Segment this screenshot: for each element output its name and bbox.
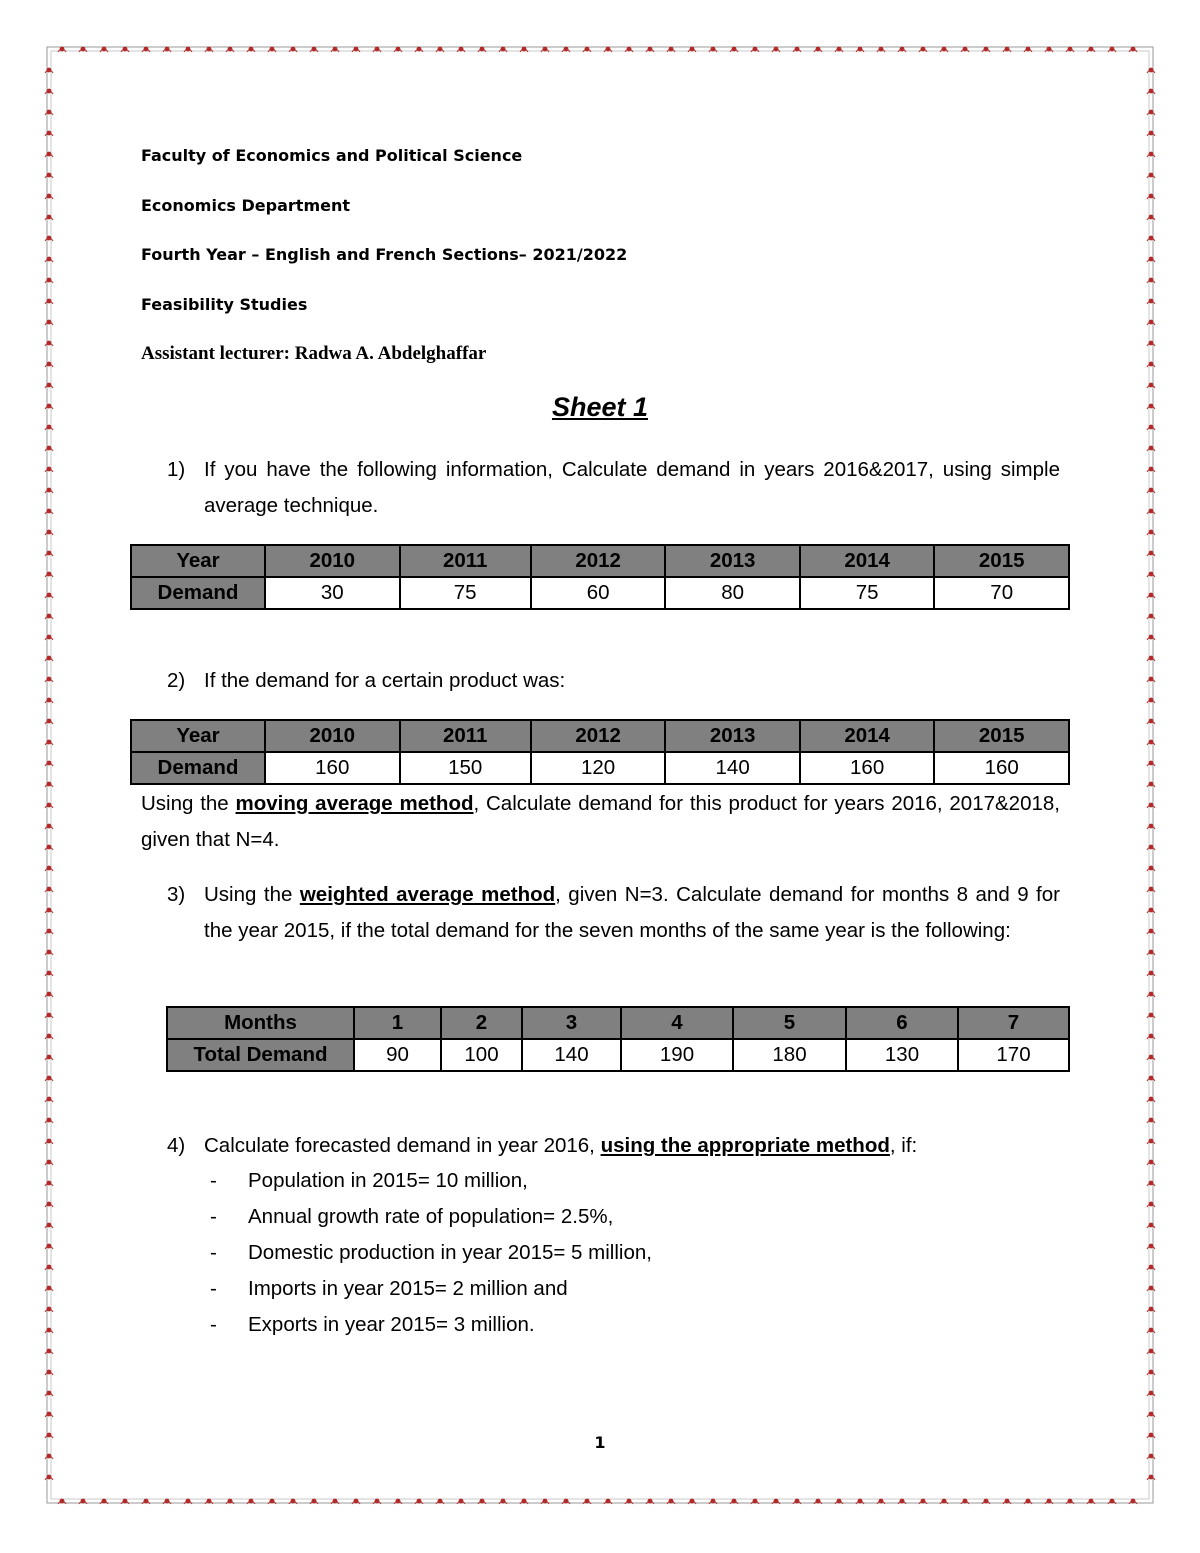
border-ornament <box>1147 1328 1155 1333</box>
faculty-name: Faculty of Economics and Political Science <box>141 146 523 165</box>
question-3 <box>167 877 1060 949</box>
border-ornament <box>45 89 53 94</box>
sheet-title: Sheet 1 <box>551 392 649 422</box>
question-4 <box>167 1128 1060 1164</box>
border-ornament <box>1147 761 1155 766</box>
border-ornament <box>1147 152 1155 157</box>
border-ornament <box>1147 173 1155 178</box>
table-cell: 60 <box>531 577 666 609</box>
table-cell: 170 <box>958 1039 1069 1071</box>
question-2-instruction-pre: Using the <box>141 792 236 815</box>
border-ornament <box>1147 698 1155 703</box>
table-cell: 140 <box>665 752 800 784</box>
list-item-text: Annual growth rate of population= 2.5%, <box>248 1205 614 1228</box>
list-item <box>210 1271 652 1307</box>
moving-average-method: moving average method <box>235 792 474 815</box>
table-header-cell: 2011 <box>400 545 531 577</box>
border-ornament <box>45 803 53 808</box>
border-ornament <box>1147 1370 1155 1375</box>
table-cell: 160 <box>800 752 935 784</box>
question-2 <box>167 663 1060 699</box>
list-item-text: Population in 2015= 10 million, <box>248 1169 528 1192</box>
border-ornament <box>45 593 53 598</box>
question-4-text-post: , if: <box>889 1134 918 1157</box>
border-ornament <box>1147 929 1155 934</box>
list-item-text: Domestic production in year 2015= 5 million, <box>248 1241 652 1264</box>
table-header-cell: 2015 <box>934 545 1069 577</box>
border-ornament <box>1147 572 1155 577</box>
border-ornament <box>45 551 53 556</box>
border-ornament <box>45 1412 53 1417</box>
question-4-text-pre: Calculate forecasted demand in year 2016, <box>204 1134 601 1157</box>
course-name: Feasibility Studies <box>141 295 308 314</box>
border-ornament <box>1147 236 1155 241</box>
border-ornament <box>45 656 53 661</box>
year-sections: Fourth Year – English and French Sections– 2021/2022 <box>141 245 628 264</box>
border-ornament <box>45 131 53 136</box>
border-ornament <box>1147 425 1155 430</box>
border-ornament <box>45 1370 53 1375</box>
border-ornament <box>45 572 53 577</box>
border-ornament <box>1147 1097 1155 1102</box>
border-ornament <box>1147 908 1155 913</box>
border-ornament <box>45 908 53 913</box>
table-row <box>131 545 1069 577</box>
border-ornament <box>45 635 53 640</box>
table-row <box>131 720 1069 752</box>
table-q3 <box>166 1006 1070 1072</box>
border-ornament <box>45 467 53 472</box>
border-ornament <box>1147 866 1155 871</box>
table-header-cell: 2013 <box>665 545 800 577</box>
bullet-dash: - <box>210 1169 217 1192</box>
border-ornament <box>45 383 53 388</box>
border-ornament <box>45 1307 53 1312</box>
border-ornament <box>45 1034 53 1039</box>
table-row <box>131 577 1069 609</box>
table-header-cell: 2014 <box>800 720 935 752</box>
border-ornament <box>45 1223 53 1228</box>
border-ornament <box>1147 656 1155 661</box>
border-ornament <box>45 1118 53 1123</box>
border-ornament <box>45 173 53 178</box>
table-row <box>167 1007 1069 1039</box>
border-ornament <box>1147 782 1155 787</box>
border-ornament <box>45 530 53 535</box>
question-4-bullet-list <box>210 1163 652 1343</box>
question-1-number: 1) <box>167 458 186 481</box>
border-ornament <box>1147 1265 1155 1270</box>
list-item <box>210 1199 652 1235</box>
border-ornament <box>1147 803 1155 808</box>
question-3-text-pre: Using the <box>204 883 300 906</box>
border-ornament <box>1147 1244 1155 1249</box>
border-ornament <box>45 950 53 955</box>
border-ornament <box>45 1475 53 1480</box>
table-header-cell: 1 <box>354 1007 441 1039</box>
border-ornament <box>1147 1391 1155 1396</box>
question-1 <box>167 452 1060 524</box>
table-cell: 150 <box>400 752 531 784</box>
table-cell: 30 <box>265 577 400 609</box>
table-cell: 160 <box>265 752 400 784</box>
border-ornament <box>45 110 53 115</box>
border-ornament <box>45 215 53 220</box>
border-ornament <box>1147 740 1155 745</box>
question-2-number: 2) <box>167 669 186 692</box>
border-ornament <box>45 845 53 850</box>
table-cell: 70 <box>934 577 1069 609</box>
border-ornament <box>1147 1013 1155 1018</box>
border-ornament <box>1147 509 1155 514</box>
border-ornament <box>1147 467 1155 472</box>
border-ornament <box>45 1160 53 1165</box>
bullet-dash: - <box>210 1277 217 1300</box>
border-ornament <box>1147 110 1155 115</box>
table-cell: 190 <box>621 1039 733 1071</box>
border-ornament <box>1147 1475 1155 1480</box>
appropriate-method: using the appropriate method <box>600 1134 890 1157</box>
border-ornament <box>45 698 53 703</box>
border-ornament <box>1147 1118 1155 1123</box>
table-q1 <box>130 544 1070 610</box>
border-ornament <box>1147 341 1155 346</box>
border-ornament <box>45 971 53 976</box>
border-ornament <box>45 677 53 682</box>
border-ornament <box>1147 1139 1155 1144</box>
border-ornament <box>45 362 53 367</box>
bullet-dash: - <box>210 1205 217 1228</box>
border-ornament <box>1147 1307 1155 1312</box>
table-cell: 140 <box>522 1039 621 1071</box>
question-2-text: If the demand for a certain product was: <box>204 669 566 692</box>
border-ornament <box>1147 971 1155 976</box>
table-header-cell: 2011 <box>400 720 531 752</box>
table-cell: 80 <box>665 577 800 609</box>
question-2-instruction <box>141 786 1060 858</box>
table-header-cell: Total Demand <box>167 1039 354 1071</box>
border-ornament <box>1147 950 1155 955</box>
list-item <box>210 1235 652 1271</box>
border-ornament <box>45 320 53 325</box>
border-ornament <box>1147 383 1155 388</box>
border-ornament <box>1147 1076 1155 1081</box>
border-ornament <box>45 1286 53 1291</box>
border-ornament <box>45 1349 53 1354</box>
border-ornament <box>1147 992 1155 997</box>
page-number: 1 <box>594 1433 606 1452</box>
assistant-lecturer: Assistant lecturer: Radwa A. Abdelghaffar <box>141 343 487 364</box>
border-ornament <box>45 341 53 346</box>
border-ornament <box>45 1391 53 1396</box>
border-ornament <box>1147 677 1155 682</box>
list-item <box>210 1163 652 1199</box>
table-header-cell: Year <box>131 545 265 577</box>
border-ornament <box>45 992 53 997</box>
border-ornament <box>1147 194 1155 199</box>
border-ornament <box>1147 1454 1155 1459</box>
border-ornament <box>45 1328 53 1333</box>
border-ornament <box>45 236 53 241</box>
table-q2 <box>130 719 1070 785</box>
border-ornament <box>45 446 53 451</box>
table-header-cell: 2013 <box>665 720 800 752</box>
table-header-cell: Year <box>131 720 265 752</box>
border-ornament <box>1147 1055 1155 1060</box>
border-ornament <box>1147 719 1155 724</box>
table-header-cell: Demand <box>131 752 265 784</box>
table-cell: 130 <box>846 1039 958 1071</box>
border-ornament <box>1147 1202 1155 1207</box>
border-ornament <box>1147 488 1155 493</box>
border-ornament <box>1147 635 1155 640</box>
table-header-cell: 2012 <box>531 720 666 752</box>
question-2-instruction-post: , Calculate demand for this product for years 2016, 2017&2018, given that N=4. <box>141 792 1060 851</box>
list-item-text: Imports in year 2015= 2 million and <box>248 1277 568 1300</box>
border-ornament <box>45 68 53 73</box>
border-ornament <box>45 488 53 493</box>
border-ornament <box>45 299 53 304</box>
border-ornament <box>1147 530 1155 535</box>
border-ornament <box>1147 1181 1155 1186</box>
border-ornament <box>1147 215 1155 220</box>
table-header-cell: 3 <box>522 1007 621 1039</box>
table-header-cell: 5 <box>733 1007 846 1039</box>
border-ornament <box>45 194 53 199</box>
border-ornament <box>45 866 53 871</box>
table-header-cell: 2015 <box>934 720 1069 752</box>
border-ornament <box>45 1244 53 1249</box>
border-ornament <box>1147 299 1155 304</box>
border-ornament <box>1147 824 1155 829</box>
table-row <box>131 752 1069 784</box>
table-header-cell: 2010 <box>265 720 400 752</box>
border-ornament <box>45 1454 53 1459</box>
border-ornament <box>45 824 53 829</box>
border-ornament <box>1147 257 1155 262</box>
list-item-text: Exports in year 2015= 3 million. <box>248 1313 535 1336</box>
border-ornament <box>1147 1034 1155 1039</box>
border-ornament <box>45 425 53 430</box>
border-ornament <box>1147 845 1155 850</box>
border-ornament <box>1147 446 1155 451</box>
table-header-cell: 2010 <box>265 545 400 577</box>
border-ornament <box>1147 320 1155 325</box>
border-ornament <box>45 257 53 262</box>
question-3-text-post: , given N=3. Calculate demand for months 8 and 9 for the year 2015, if the total demand for the seven months of the same year is the following: <box>204 883 1060 942</box>
border-ornament <box>45 509 53 514</box>
border-ornament <box>45 278 53 283</box>
table-header-cell: 2 <box>441 1007 522 1039</box>
border-ornament <box>1147 593 1155 598</box>
border-ornament <box>45 1181 53 1186</box>
table-cell: 75 <box>800 577 935 609</box>
table-cell: 180 <box>733 1039 846 1071</box>
border-ornament <box>1147 1349 1155 1354</box>
question-1-text: If you have the following information, Calculate demand in years 2016&2017, using simple average technique. <box>204 458 1060 517</box>
list-item <box>210 1307 652 1343</box>
border-ornament <box>1147 362 1155 367</box>
border-ornament <box>1147 1286 1155 1291</box>
border-ornament <box>45 1076 53 1081</box>
table-header-cell: Demand <box>131 577 265 609</box>
border-ornament <box>1147 278 1155 283</box>
border-ornament <box>1147 131 1155 136</box>
department-name: Economics Department <box>141 196 351 215</box>
border-ornament <box>45 740 53 745</box>
question-4-number: 4) <box>167 1134 186 1157</box>
table-header-cell: 2012 <box>531 545 666 577</box>
border-ornament <box>45 1139 53 1144</box>
border-ornament <box>1147 1160 1155 1165</box>
border-ornament <box>45 719 53 724</box>
border-ornament <box>1147 1223 1155 1228</box>
border-ornament <box>1147 68 1155 73</box>
border-ornament <box>1147 551 1155 556</box>
border-ornament <box>45 1055 53 1060</box>
border-ornament <box>45 1265 53 1270</box>
border-ornament <box>45 152 53 157</box>
border-ornament <box>1147 614 1155 619</box>
table-cell: 160 <box>934 752 1069 784</box>
border-ornament <box>1147 1412 1155 1417</box>
border-ornament <box>45 782 53 787</box>
border-ornament <box>45 887 53 892</box>
border-ornament <box>45 929 53 934</box>
table-cell: 120 <box>531 752 666 784</box>
table-header-cell: Months <box>167 1007 354 1039</box>
border-ornament <box>45 1013 53 1018</box>
table-cell: 75 <box>400 577 531 609</box>
table-header-cell: 2014 <box>800 545 935 577</box>
border-ornament <box>45 1097 53 1102</box>
bullet-dash: - <box>210 1241 217 1264</box>
table-cell: 90 <box>354 1039 441 1071</box>
table-header-cell: 4 <box>621 1007 733 1039</box>
weighted-average-method: weighted average method <box>299 883 556 906</box>
table-header-cell: 6 <box>846 1007 958 1039</box>
border-ornament <box>45 1202 53 1207</box>
table-row <box>167 1039 1069 1071</box>
bullet-dash: - <box>210 1313 217 1336</box>
border-ornament <box>1147 89 1155 94</box>
border-ornament <box>1147 887 1155 892</box>
table-header-cell: 7 <box>958 1007 1069 1039</box>
border-ornament <box>45 761 53 766</box>
question-3-number: 3) <box>167 883 186 906</box>
border-ornament <box>45 614 53 619</box>
table-cell: 100 <box>441 1039 522 1071</box>
